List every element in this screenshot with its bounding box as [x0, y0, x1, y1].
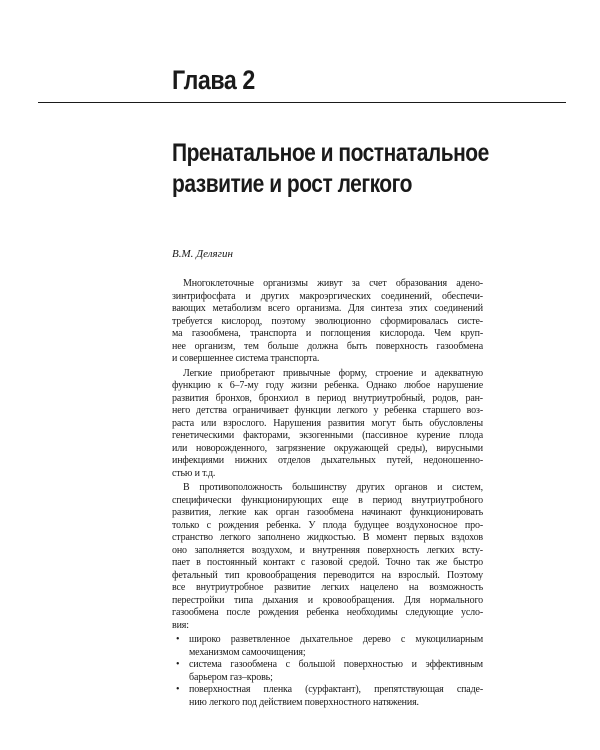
- text-line: развития, легкие как орган газообмена начинают функционировать: [172, 507, 483, 518]
- paragraph: [172, 482, 483, 632]
- text-line: него детства ограничивает функции легкого у ребенка старшего воз-: [172, 405, 483, 416]
- text-line: инфекциями нижних отделов дыхательных путей, недоношенно-: [172, 455, 483, 466]
- author-name: В.М. Делягин: [172, 248, 233, 260]
- text-line: перестройки типа дыхания и кровообращения. Для нормального: [172, 594, 483, 606]
- text-line: или новорожденного, загрязнение окружающей среды), вирусными: [172, 442, 483, 454]
- text-line: стью и т.д.: [172, 467, 216, 479]
- text-line: зинтрифосфата и других макроэргических соединений, обеспечи-: [172, 290, 483, 302]
- paragraph: [172, 368, 483, 481]
- text-line: широко разветвленное дыхательное дерево с мукоцилиарным: [189, 634, 483, 645]
- text-line: ма газообмена, транспорта и поглощения кислорода. Чем круп-: [172, 328, 483, 339]
- list-item: [172, 659, 483, 684]
- text-line: вия:: [172, 619, 189, 631]
- text-line: вающих метаболизм всего организма. Для синтеза этих соединений: [172, 303, 483, 314]
- chapter-divider: [38, 102, 566, 103]
- chapter-title: [172, 138, 525, 200]
- text-line: специфически функционирующих еще в период внутриутробного: [172, 494, 483, 506]
- bullet-marker: •: [176, 684, 180, 695]
- text-line: пает в постоянный контакт с газовой средой. Точно так же быстро: [172, 557, 483, 568]
- text-line: нию легкого под действием поверхностного натяжения.: [189, 696, 419, 708]
- text-line: все внутриутробное развитие легких нацелено на возможность: [172, 582, 483, 593]
- text-line: требуется кислород, поэтому эволюционно сформировалась систе-: [172, 315, 483, 327]
- text-line: функцию к 6–7-му году жизни ребенка. Однако любое нарушение: [172, 380, 483, 391]
- paragraph: [172, 278, 483, 366]
- bullet-marker: •: [176, 659, 180, 670]
- text-line: Многоклеточные организмы живут за счет образования адено-: [183, 278, 483, 289]
- body-text: [172, 278, 483, 709]
- chapter-title-line: развитие и рост легкого: [172, 170, 412, 198]
- text-line: и совершеннее система транспорта.: [172, 353, 320, 364]
- text-line: газообмена после рождения ребенка необходимы следующие усло-: [172, 607, 483, 618]
- text-line: оно заполняется воздухом, и внутренняя поверхность легких всту-: [172, 544, 483, 556]
- text-line: Легкие приобретают привычные форму, строение и адекватную: [183, 367, 483, 379]
- text-line: только с рождения ребенка. У плода будущее воздухоносное про-: [172, 519, 483, 531]
- text-line: развития бронхов, бронхиол в период внутриутробный, родов, ран-: [172, 392, 483, 404]
- text-line: нее организм, тем больше должна быть поверхность газообмена: [172, 340, 483, 352]
- list-item: [172, 684, 483, 709]
- text-line: фетальный тип кровообращения переводится на взрослый. Поэтому: [172, 569, 483, 581]
- bullet-marker: •: [176, 634, 180, 645]
- text-line: поверхностная пленка (сурфактант), препятствующая спаде-: [189, 684, 483, 695]
- text-line: механизмом самоочищения;: [189, 646, 306, 658]
- bullet-list: [172, 634, 483, 709]
- chapter-label: Глава 2: [172, 65, 255, 95]
- text-line: барьером газ–кровь;: [189, 671, 273, 683]
- text-line: В противоположность большинству других органов и систем,: [183, 482, 483, 493]
- list-item: [172, 634, 483, 659]
- chapter-title-line: Пренатальное и постнатальное: [172, 139, 489, 167]
- text-line: генетическими факторами, экзогенными (пассивное курение плода: [172, 430, 483, 441]
- text-line: странство легкого заполнено жидкостью. В момент первых вздохов: [172, 532, 483, 543]
- text-line: система газообмена с большой поверхностью и эффективным: [189, 659, 483, 670]
- text-line: раста или взрослого. Нарушения развития могут быть обусловлены: [172, 417, 483, 429]
